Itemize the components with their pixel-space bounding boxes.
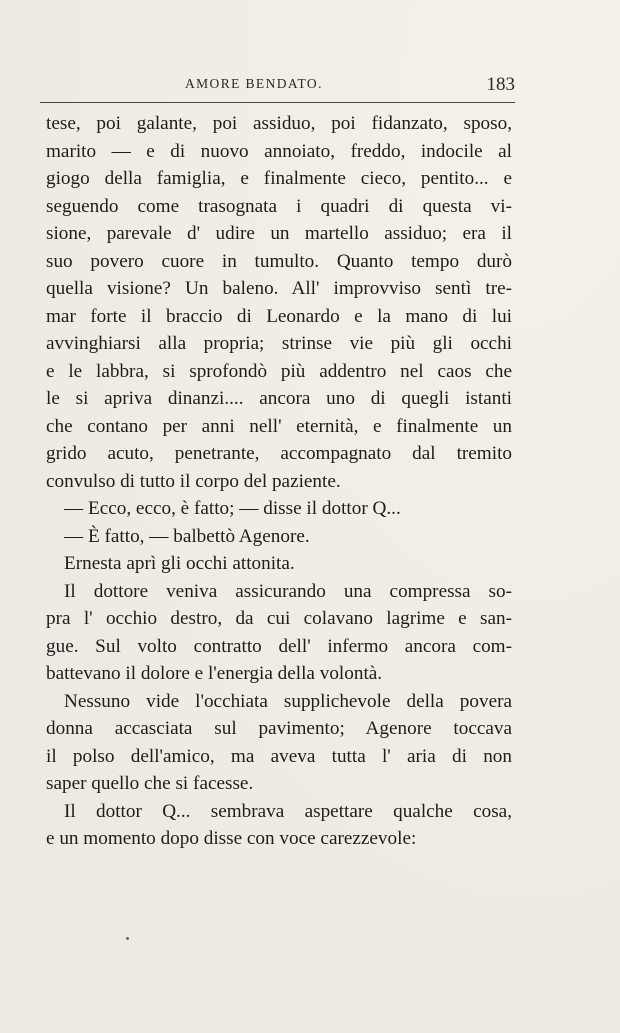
text-line: Ernesta aprì gli occhi attonita.: [64, 553, 295, 574]
body-text: [46, 110, 512, 853]
paragraph: [46, 578, 512, 688]
text-line: — È fatto, — balbettò Agenore.: [64, 525, 310, 547]
text-line: Il dottore veniva assicurando una compressa so-: [64, 580, 512, 602]
text-line: convulso di tutto il corpo del paziente.: [46, 470, 341, 492]
paragraph: [46, 550, 512, 578]
text-line: il polso dell'amico, ma aveva tutta l' aria di non: [46, 745, 512, 767]
paragraph: [46, 688, 512, 798]
text-line: saper quello che si facesse.: [46, 773, 254, 794]
text-line: sione, parevale d' udire un martello assiduo; era il: [46, 223, 512, 244]
paper-speck: [126, 937, 129, 940]
header-rule: [40, 102, 515, 103]
running-title: AMORE BENDATO.: [185, 76, 323, 91]
text-line: e le labbra, si sprofondò più addentro nel caos che: [46, 360, 512, 382]
text-line: avvinghiarsi alla propria; strinse vie più gli occhi: [46, 333, 512, 354]
text-line: giogo della famiglia, e finalmente cieco, pentito... e: [46, 168, 512, 189]
text-line: battevano il dolore e l'energia della volontà.: [46, 663, 383, 684]
text-line: che contano per anni nell' eternità, e finalmente un: [46, 415, 512, 437]
page-number: 183: [486, 74, 515, 95]
text-line: donna accasciata sul pavimento; Agenore toccava: [46, 718, 512, 739]
text-line: tese, poi galante, poi assiduo, poi fidanzato, sposo,: [46, 113, 512, 134]
paragraph: [46, 110, 512, 495]
text-line: quella visione? Un baleno. All' improvviso sentì tre-: [46, 278, 512, 299]
text-line: — Ecco, ecco, è fatto; — disse il dottor Q...: [64, 498, 401, 519]
paragraph: [46, 798, 512, 853]
text-line: suo povero cuore in tumulto. Quanto tempo durò: [46, 250, 512, 272]
text-line: Nessuno vide l'occhiata supplichevole della povera: [64, 690, 512, 712]
text-line: pra l' occhio destro, da cui colavano lagrime e san-: [46, 608, 512, 629]
paragraph: [46, 523, 512, 551]
text-line: gue. Sul volto contratto dell' infermo ancora com-: [46, 635, 512, 657]
text-line: seguendo come trasognata i quadri di questa vi-: [46, 195, 512, 217]
text-line: mar forte il braccio di Leonardo e la mano di lui: [46, 305, 512, 327]
page-header: [40, 74, 515, 100]
text-line: grido acuto, penetrante, accompagnato dal tremito: [46, 443, 512, 464]
text-line: Il dottor Q... sembrava aspettare qualche cosa,: [64, 800, 512, 822]
text-line: e un momento dopo disse con voce carezzevole:: [46, 828, 417, 849]
text-line: marito — e di nuovo annoiato, freddo, indocile al: [46, 140, 512, 162]
paragraph: [46, 495, 512, 523]
text-line: le si apriva dinanzi.... ancora uno di quegli istanti: [46, 388, 512, 409]
